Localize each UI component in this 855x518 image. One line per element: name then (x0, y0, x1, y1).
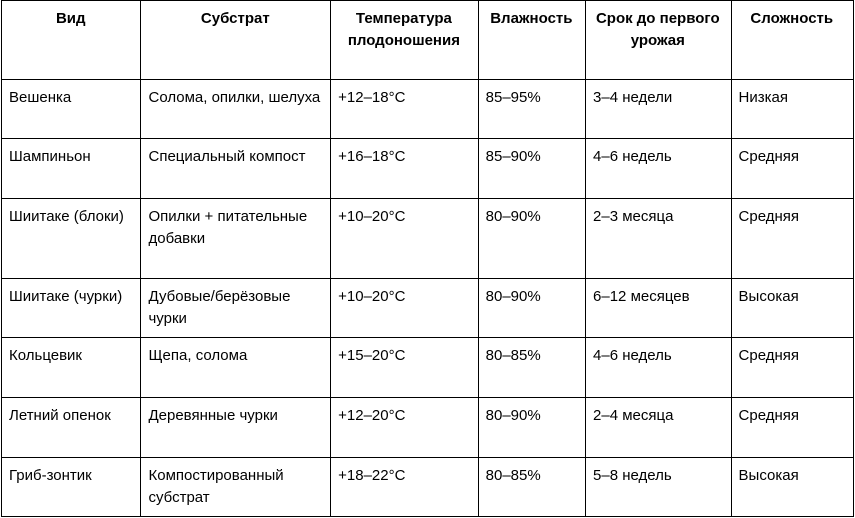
cell-harvest-time: 2–3 месяца (586, 199, 732, 279)
cell-species: Гриб-зонтик (2, 458, 141, 517)
header-substrate: Субстрат (141, 1, 331, 80)
cell-substrate: Солома, опилки, шелуха (141, 80, 331, 139)
cell-harvest-time: 6–12 месяцев (586, 279, 732, 338)
cell-substrate: Опилки + питательные добавки (141, 199, 331, 279)
cell-temperature: +12–18°C (331, 80, 479, 139)
cell-species: Вешенка (2, 80, 141, 139)
cell-humidity: 80–85% (478, 338, 585, 398)
cell-humidity: 80–90% (478, 398, 585, 458)
cell-humidity: 80–90% (478, 199, 585, 279)
header-fruiting-temperature: Температура плодоношения (331, 1, 479, 80)
header-difficulty: Сложность (731, 1, 853, 80)
header-humidity: Влажность (478, 1, 585, 80)
cell-substrate: Щепа, солома (141, 338, 331, 398)
cell-temperature: +12–20°C (331, 398, 479, 458)
cell-species: Кольцевик (2, 338, 141, 398)
table-row (2, 139, 854, 199)
table-row (2, 458, 854, 517)
cell-difficulty: Высокая (731, 279, 853, 338)
cell-substrate: Деревянные чурки (141, 398, 331, 458)
cell-harvest-time: 4–6 недель (586, 338, 732, 398)
cell-harvest-time: 3–4 недели (586, 80, 732, 139)
cell-humidity: 85–90% (478, 139, 585, 199)
table-row (2, 279, 854, 338)
cell-difficulty: Средняя (731, 199, 853, 279)
cell-species: Шиитаке (чурки) (2, 279, 141, 338)
cell-temperature: +18–22°C (331, 458, 479, 517)
header-row (2, 1, 854, 80)
cell-difficulty: Средняя (731, 338, 853, 398)
table-row (2, 338, 854, 398)
cell-harvest-time: 5–8 недель (586, 458, 732, 517)
cell-humidity: 80–90% (478, 279, 585, 338)
cell-substrate: Компостированный субстрат (141, 458, 331, 517)
cell-difficulty: Средняя (731, 139, 853, 199)
cell-temperature: +10–20°C (331, 199, 479, 279)
cell-substrate: Дубовые/берёзовые чурки (141, 279, 331, 338)
cell-temperature: +15–20°C (331, 338, 479, 398)
cell-difficulty: Низкая (731, 80, 853, 139)
header-species: Вид (2, 1, 141, 80)
cell-humidity: 80–85% (478, 458, 585, 517)
header-time-to-first-harvest: Срок до первого урожая (586, 1, 732, 80)
cell-species: Шампиньон (2, 139, 141, 199)
cell-difficulty: Высокая (731, 458, 853, 517)
cell-temperature: +10–20°C (331, 279, 479, 338)
cell-difficulty: Средняя (731, 398, 853, 458)
cell-humidity: 85–95% (478, 80, 585, 139)
cell-temperature: +16–18°C (331, 139, 479, 199)
mushroom-cultivation-table (1, 0, 854, 517)
cell-harvest-time: 4–6 недель (586, 139, 732, 199)
table-row (2, 199, 854, 279)
table-row (2, 80, 854, 139)
cell-species: Шиитаке (блоки) (2, 199, 141, 279)
cell-substrate: Специальный компост (141, 139, 331, 199)
table-row (2, 398, 854, 458)
cell-species: Летний опенок (2, 398, 141, 458)
cell-harvest-time: 2–4 месяца (586, 398, 732, 458)
